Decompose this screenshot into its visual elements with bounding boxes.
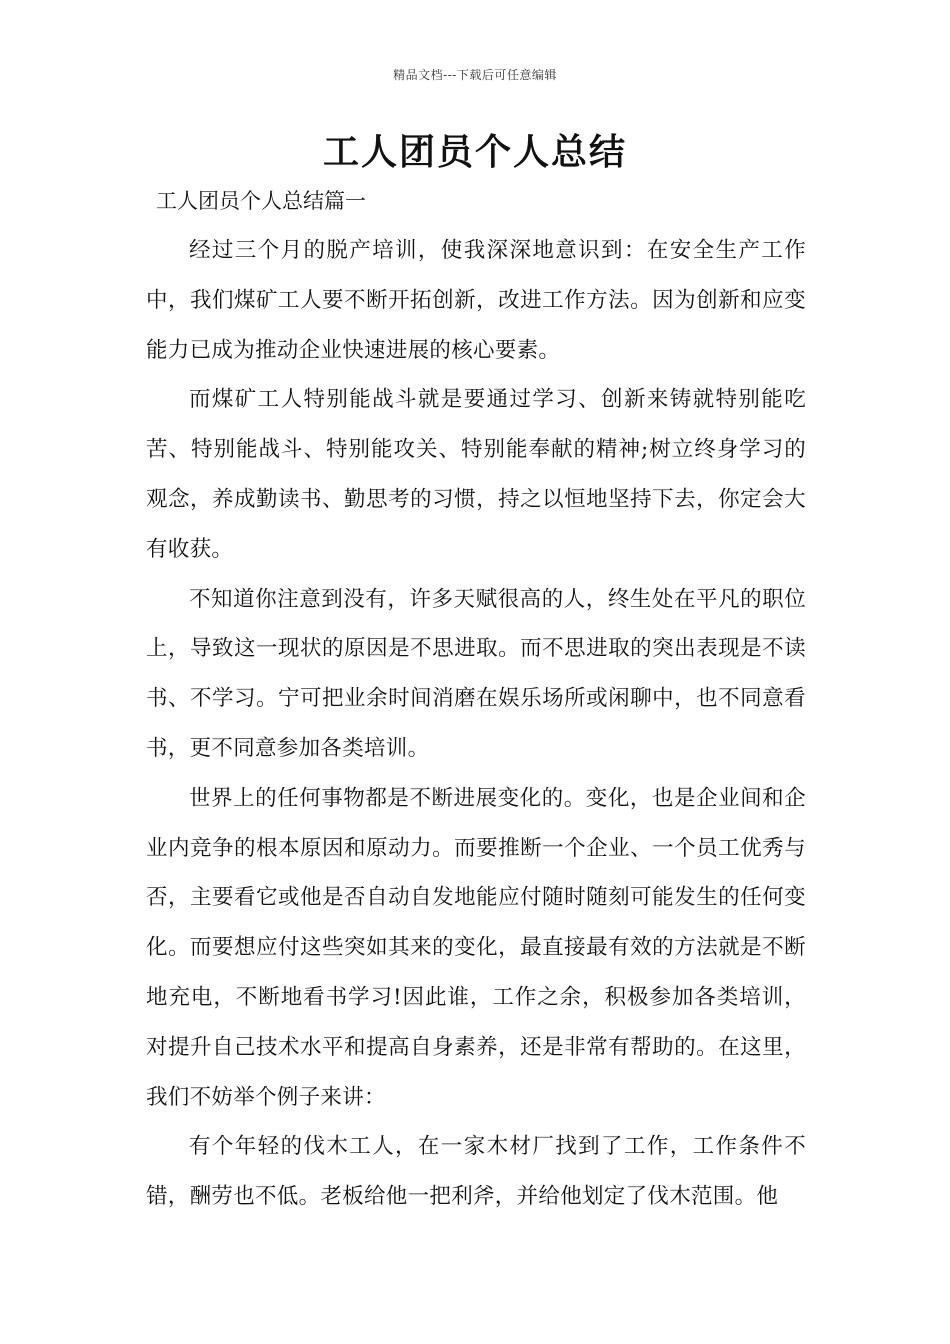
document-body — [146, 226, 806, 1222]
paragraph-4: 世界上的任何事物都是不断进展变化的。变化，也是企业间和企业内竞争的根本原因和原动力。而要推断一个企业、一个员工优秀与否，主要看它或他是否自动自发地能应付随时随刻可能发生的任何变化。而要想应付这些突如其来的变化，最直接最有效的方法就是不断地充电，不断地看书学习!因此谁，工作之余，积极参加各类培训，对提升自己技术水平和提高自身素养，还是非常有帮助的。在这里，我们不妨举个例子来讲： — [146, 785, 806, 1110]
paragraph-5: 有个年轻的伐木工人，在一家木材厂找到了工作，工作条件不错，酬劳也不低。老板给他一把利斧，并给他划定了伐木范围。他 — [146, 1134, 806, 1210]
paragraph-1: 经过三个月的脱产培训，使我深深地意识到：在安全生产工作中，我们煤矿工人要不断开拓创新，改进工作方法。因为创新和应变能力已成为推动企业快速进展的核心要素。 — [146, 238, 806, 363]
section-heading: 工人团员个人总结篇一 — [156, 189, 366, 213]
document-title: 工人团员个人总结 — [322, 131, 627, 173]
header-note: 精品文档---下载后可任意编辑 — [393, 68, 557, 82]
paragraph-2: 而煤矿工人特别能战斗就是要通过学习、创新来铸就特别能吃苦、特别能战斗、特别能攻关、特别能奉献的精神;树立终身学习的观念，养成勤读书、勤思考的习惯，持之以恒地坚持下去，你定会大有收获。 — [146, 387, 806, 562]
paragraph-3: 不知道你注意到没有，许多天赋很高的人，终生处在平凡的职位上，导致这一现状的原因是不思进取。而不思进取的突出表现是不读书、不学习。宁可把业余时间消磨在娱乐场所或闲聊中，也不同意看书，更不同意参加各类培训。 — [146, 586, 806, 761]
